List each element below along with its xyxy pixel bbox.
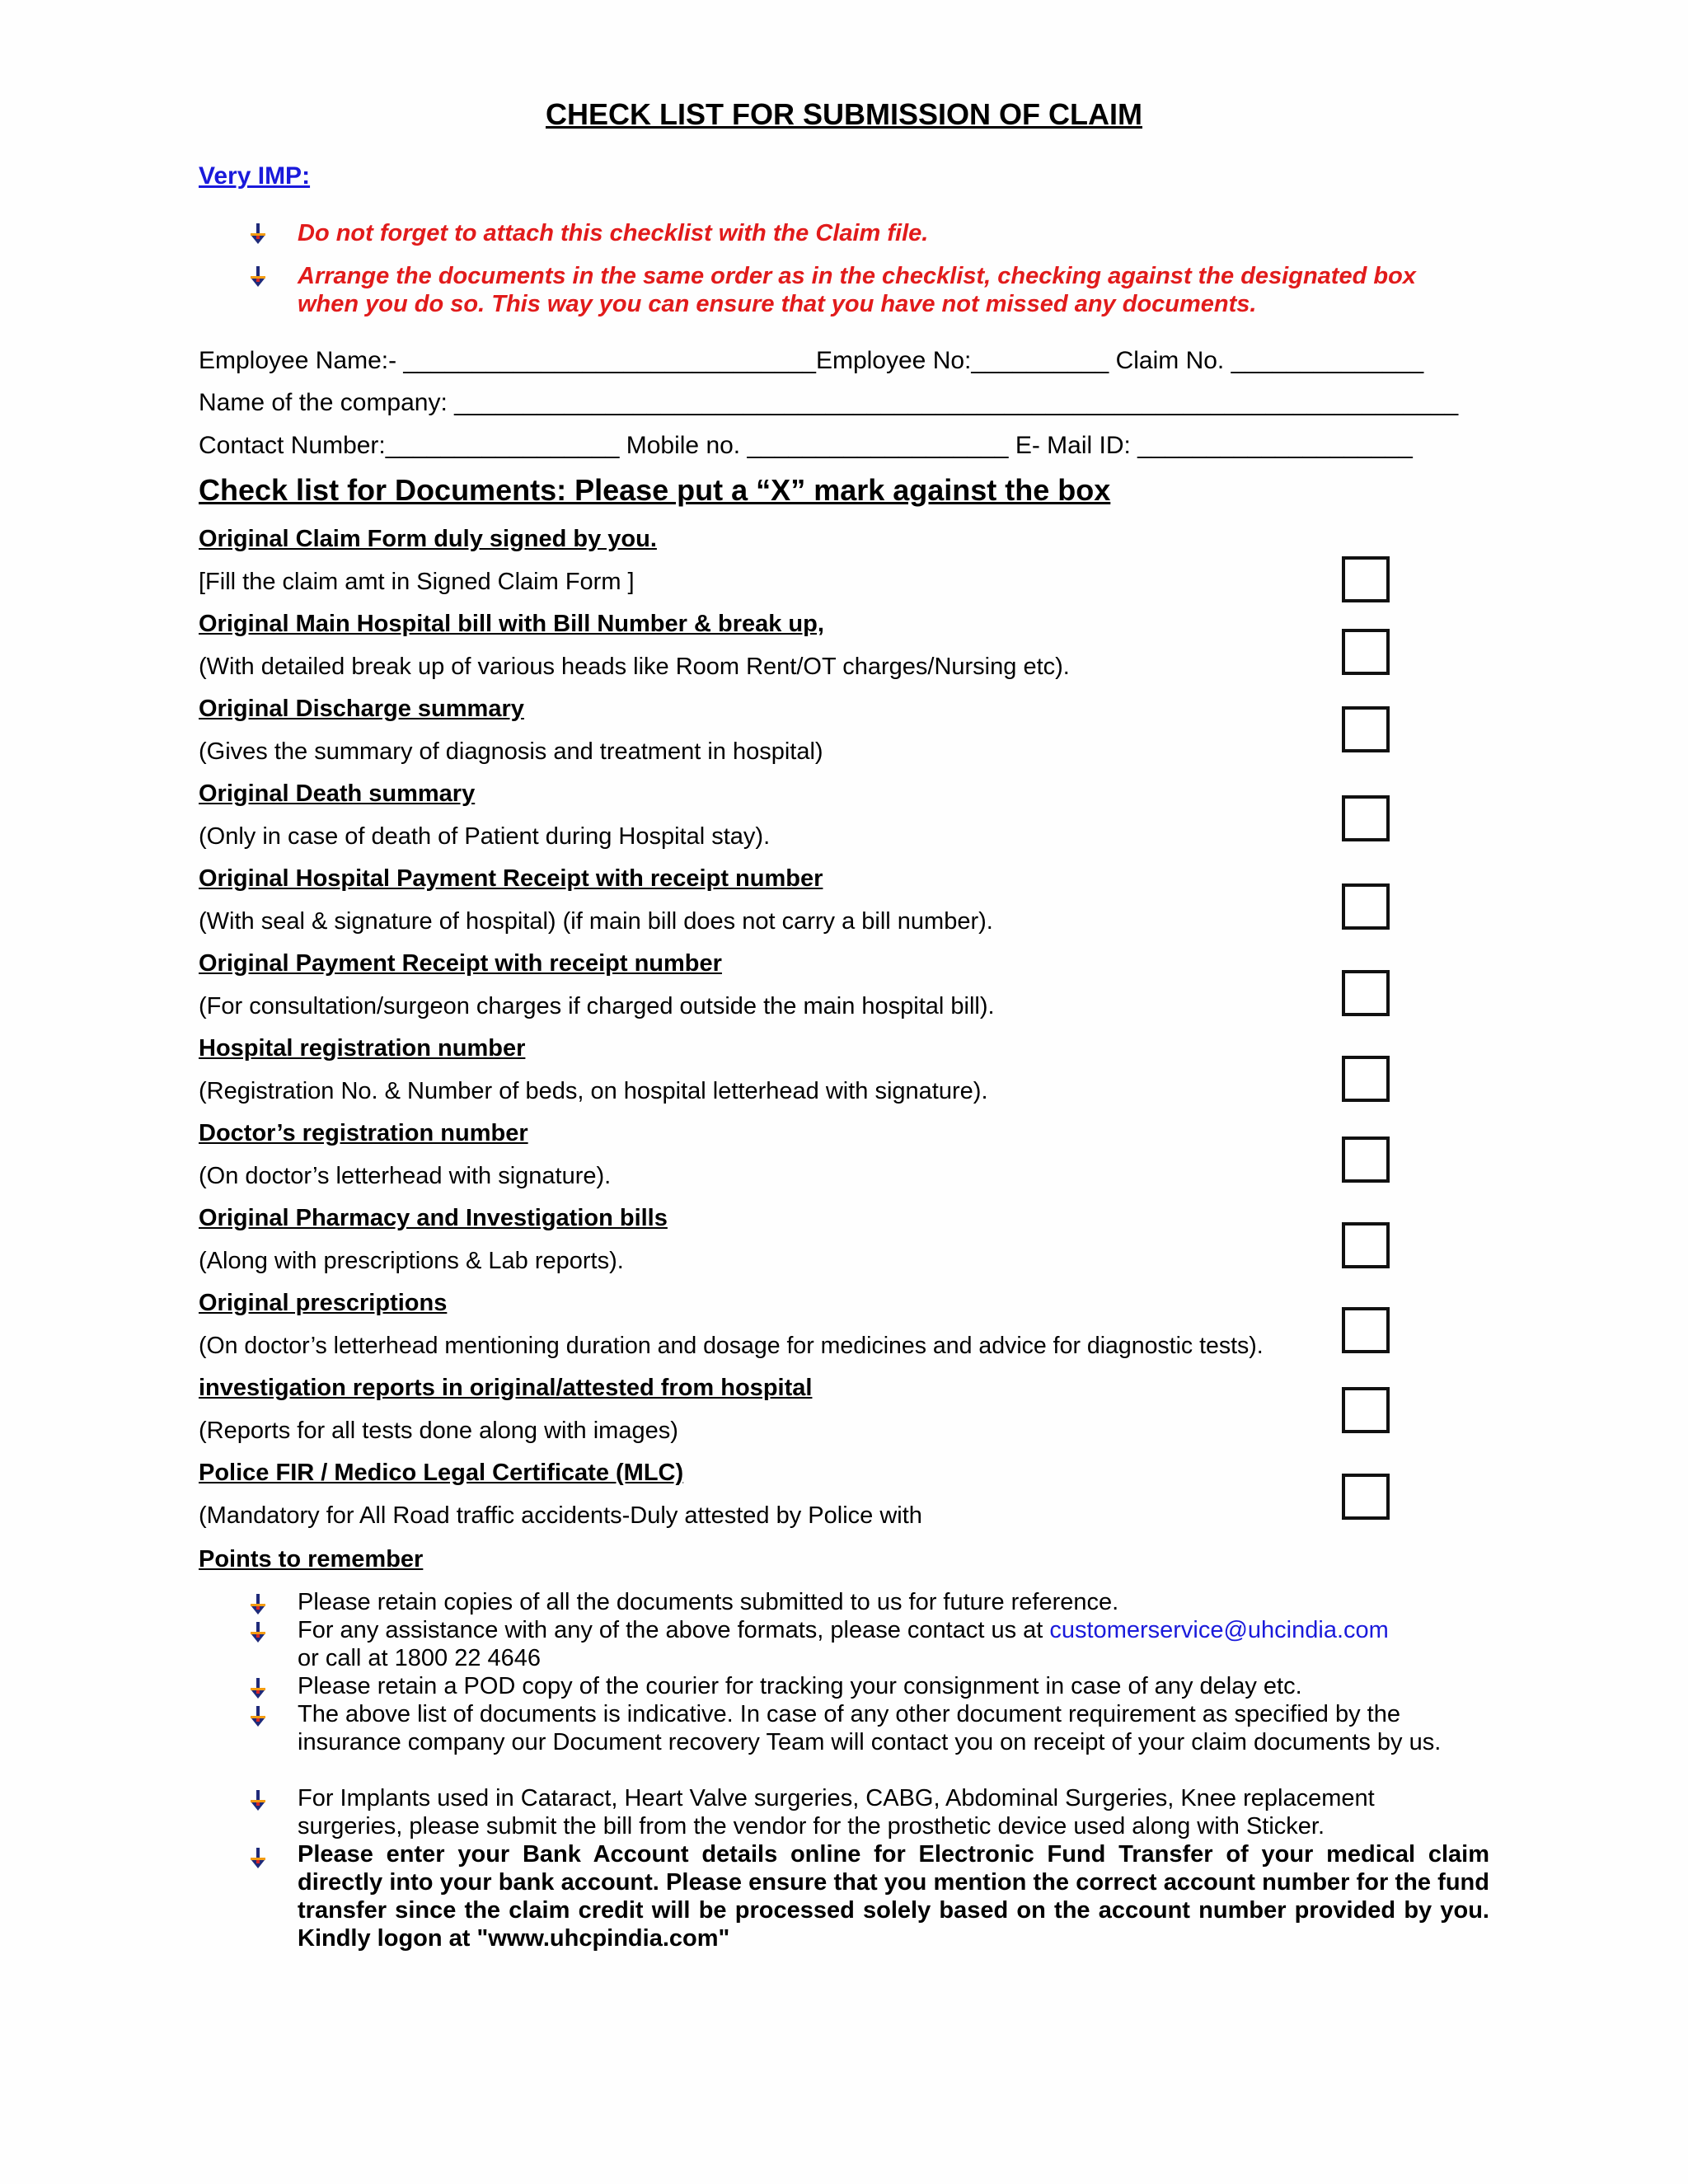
checkbox-hospital-payment-receipt[interactable]: [1342, 883, 1390, 930]
item-title: Original Pharmacy and Investigation bills: [199, 1205, 668, 1231]
checklist-item: [199, 1458, 1353, 1543]
item-title: Original Claim Form duly signed by you.: [199, 526, 657, 552]
item-title: Police FIR / Medico Legal Certificate (MLC): [199, 1460, 684, 1486]
checkbox-prescriptions[interactable]: [1342, 1307, 1390, 1353]
item-description: (With detailed break up of various heads like Room Rent/OT charges/Nursing etc).: [199, 654, 1070, 680]
checklist-heading: Check list for Documents: Please put a “X” mark against the box: [199, 473, 1111, 507]
item-title: Original Main Hospital bill with Bill Number & break up,: [199, 611, 824, 637]
item-title: Original Payment Receipt with receipt number: [199, 950, 722, 977]
arrow-bullet-icon: [249, 1848, 267, 1869]
checkbox-payment-receipt[interactable]: [1342, 970, 1390, 1016]
arrow-bullet-icon: [249, 266, 267, 288]
checkbox-hospital-bill[interactable]: [1342, 629, 1390, 675]
item-description: (Reports for all tests done along with images): [199, 1418, 678, 1444]
checkbox-death-summary[interactable]: [1342, 795, 1390, 841]
item-description: (On doctor’s letterhead with signature).: [199, 1163, 612, 1189]
point-retain-copies: Please retain copies of all the documents submitted to us for future reference.: [298, 1589, 1119, 1615]
note-attach-checklist: Do not forget to attach this checklist with the Claim file.: [298, 220, 929, 246]
checklist-item: [199, 1033, 1353, 1118]
item-description: (Registration No. & Number of beds, on hospital letterhead with signature).: [199, 1078, 988, 1104]
arrow-bullet-icon: [249, 1678, 267, 1699]
checkbox-hospital-registration[interactable]: [1342, 1056, 1390, 1102]
item-title: Original Death summary: [199, 780, 476, 807]
checkbox-doctor-registration[interactable]: [1342, 1137, 1390, 1183]
item-description: (With seal & signature of hospital) (if main bill does not carry a bill number).: [199, 908, 993, 935]
item-title: Original Hospital Payment Receipt with receipt number: [199, 865, 823, 892]
checkbox-police-fir[interactable]: [1342, 1474, 1390, 1520]
point-indicative-list: The above list of documents is indicative. In case of any other document requirement as specified by the insurance company our Document recovery Team will contact you on receipt of your claim documents by us.: [298, 1701, 1442, 1755]
very-imp-label: Very IMP:: [199, 162, 311, 190]
item-description: (On doctor’s letterhead mentioning duration and dosage for medicines and advice for diagnostic tests).: [199, 1333, 1264, 1359]
item-description: (Mandatory for All Road traffic accidents-Duly attested by Police with: [199, 1502, 922, 1529]
point-assistance-text: For any assistance with any of the above formats, please contact us at: [298, 1617, 1050, 1643]
point-assistance: [298, 1616, 1493, 1672]
checklist-item: [199, 1203, 1353, 1288]
item-description: (For consultation/surgeon charges if charged outside the main hospital bill).: [199, 993, 995, 1019]
company-field-line[interactable]: Name of the company: _________________________________________________________________________: [199, 389, 1459, 416]
checklist-item: [199, 524, 1353, 609]
item-title: Original prescriptions: [199, 1290, 448, 1316]
item-description: [Fill the claim amt in Signed Claim Form ]: [199, 569, 635, 595]
checkbox-claim-form[interactable]: [1342, 556, 1390, 602]
item-title: Original Discharge summary: [199, 696, 524, 722]
support-email-link[interactable]: customerservice@uhcindia.com: [1049, 1617, 1389, 1643]
point-pod-copy: Please retain a POD copy of the courier for tracking your consignment in case of any delay etc.: [298, 1673, 1302, 1699]
checklist-item: [199, 779, 1353, 864]
checklist-item: [199, 1288, 1336, 1373]
checklist-item: [199, 1373, 1353, 1458]
arrow-bullet-icon: [249, 1622, 267, 1643]
item-description: (Gives the summary of diagnosis and treatment in hospital): [199, 738, 823, 765]
arrow-bullet-icon: [249, 1706, 267, 1727]
arrow-bullet-icon: [249, 223, 267, 245]
checkbox-investigation-reports[interactable]: [1342, 1387, 1390, 1433]
employee-fields-line[interactable]: Employee Name:- ______________________________Employee No:__________ Claim No. ______________: [199, 347, 1424, 374]
checklist-item: [199, 864, 1353, 949]
checklist-item: [199, 949, 1353, 1033]
checklist-item: [199, 1118, 1353, 1203]
item-description: (Only in case of death of Patient during Hospital stay).: [199, 823, 771, 850]
checkbox-discharge-summary[interactable]: [1342, 706, 1390, 752]
checklist-item: [199, 694, 1353, 779]
points-heading: Points to remember: [199, 1546, 424, 1572]
item-title: Hospital registration number: [199, 1035, 526, 1062]
contact-fields-line[interactable]: Contact Number:_________________ Mobile no. ___________________ E- Mail ID: ____________________: [199, 432, 1413, 459]
arrow-bullet-icon: [249, 1790, 267, 1811]
item-description: (Along with prescriptions & Lab reports).: [199, 1248, 624, 1274]
checklist-item: [199, 609, 1353, 694]
point-implants: For Implants used in Cataract, Heart Valve surgeries, CABG, Abdominal Surgeries, Knee replacement surgeries, please submit the bill from the vendor for the prosthetic device used along with Sticker.: [298, 1785, 1375, 1840]
note-arrange-documents: Arrange the documents in the same order as in the checklist, checking against the designated box when you do so. This way you can ensure that you have not missed any documents.: [298, 263, 1416, 317]
document-title: CHECK LIST FOR SUBMISSION OF CLAIM: [546, 97, 1142, 131]
item-title: investigation reports in original/attested from hospital: [199, 1375, 813, 1401]
arrow-bullet-icon: [249, 1594, 267, 1615]
point-bank-details: Please enter your Bank Account details online for Electronic Fund Transfer of your medical claim directly into your bank account. Please ensure that you mention the correct account number for the fund transfer since the claim credit will be processed solely based on the account number provided by you. Kindly logon at "www.uhcpindia.com": [298, 1841, 1489, 1952]
point-phone-text: or call at 1800 22 4646: [298, 1645, 542, 1671]
checkbox-pharmacy-bills[interactable]: [1342, 1222, 1390, 1268]
item-title: Doctor’s registration number: [199, 1120, 528, 1146]
